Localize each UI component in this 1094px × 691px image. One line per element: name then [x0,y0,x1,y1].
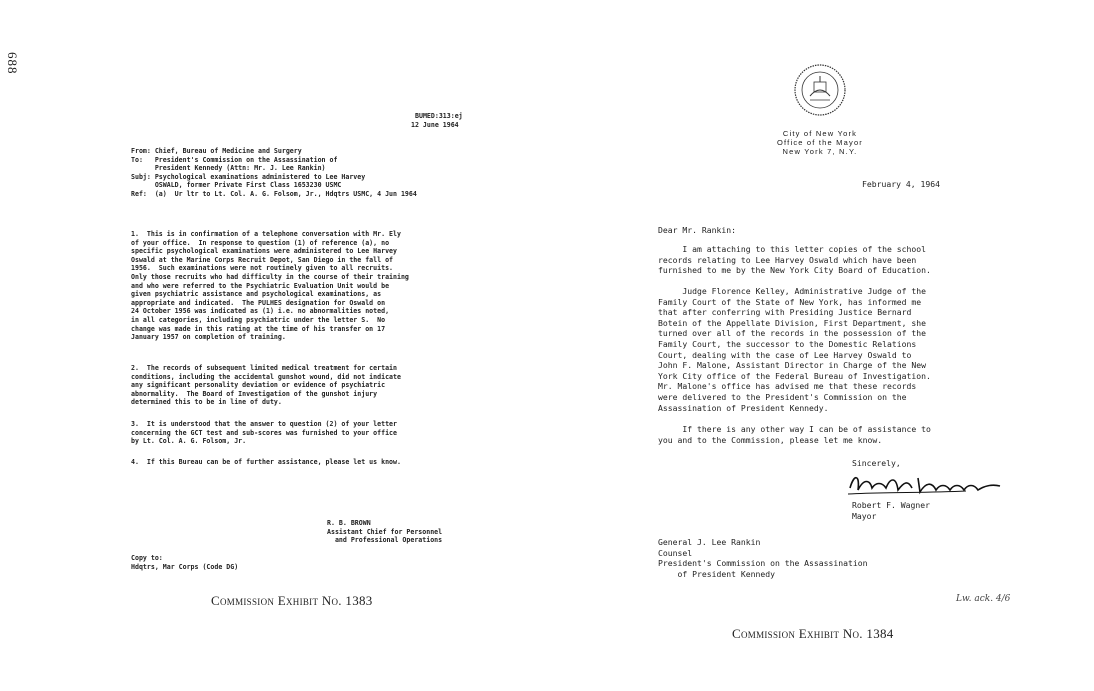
text-line: conditions, including the accidental gunshot wound, did not indicate [131,372,401,381]
letterhead-line: Office of the Mayor [776,138,864,148]
text-line: Oswald at the Marine Corps Recruit Depot, San Diego in the fall of [131,255,394,264]
text-line: were delivered to the President's Commission on the [658,391,907,402]
text-line: change was made in this rating at the time of his transfer on 17 [131,324,386,333]
closing: Sincerely, [852,458,901,468]
text-line: York City office of the Federal Bureau of Investigation. [658,370,931,381]
text-line: Family Court, the successor to the Domestic Relations [658,338,917,349]
city-seal-icon [792,62,848,118]
right-paragraph-2 [658,286,931,413]
text-line: concerning the GCT test and sub-scores was furnished to your office [131,428,397,437]
left-paragraph-2 [131,364,401,407]
text-line: turned over all of the records in the possession of the [658,328,927,339]
header-line: From: Chief, Bureau of Medicine and Surgery [131,147,302,155]
text-line: specific psychological examinations were administered to Lee Harvey [131,247,397,256]
left-paragraph-1 [131,230,409,342]
header-line: To: President's Commission on the Assassination of [131,155,338,164]
caption-exhibit-1384: Commission Exhibit No. 1384 [732,626,894,641]
text-line: If there is any other way I can be of assistance to [658,424,931,434]
text-line: any significant personality deviation or evidence of psychiatric [131,381,386,390]
copy-to-label: Copy to: [131,554,163,562]
text-line: 2. The records of subsequent limited medical treatment for certain [131,364,397,372]
text-line: furnished to me by the New York City Board of Education. [658,265,931,276]
addressee-line: Counsel [658,547,693,558]
left-paragraph-3 [131,420,397,446]
right-date: February 4, 1964 [862,179,940,189]
text-line: 3. It is understood that the answer to question (2) of your letter [131,420,397,428]
handwritten-note: Lw. ack. 4/6 [956,594,1011,604]
left-paragraph-4 [131,458,401,467]
handwritten-signature [846,468,1006,500]
text-line: Botein of the Appellate Division, First Department, she [658,317,927,328]
text-line: 4. If this Bureau can be of further assistance, please let us know. [131,458,401,466]
text-line: January 1957 on completion of training. [131,333,286,342]
signer-name: Robert F. Wagner [852,500,930,510]
signer-title: and Professional Operations [327,536,443,545]
text-line: by Lt. Col. A. G. Folsom, Jr. [131,437,247,446]
copy-to [131,554,238,571]
text-line: 24 October 1956 was indicated as (1) i.e. no abnormalities noted, [131,307,390,316]
left-date: 12 June 1964 [411,121,459,129]
ref-code: BUMED:313:ej [415,112,463,120]
text-line: Assassination of President Kennedy. [658,402,829,413]
header-line: Ref: (a) Ur ltr to Lt. Col. A. G. Folsom, Jr., Hdqtrs USMC, 4 Jun 1964 [131,189,417,198]
text-line: abnormality. The Board of Investigation of the gunshot injury [131,389,378,398]
text-line: given psychiatric assistance and psychological examinations, as [131,290,382,299]
header-line: President Kennedy (Attn: Mr. J. Lee Rankin) [131,164,326,173]
text-line: Court, dealing with the case of Lee Harvey Oswald to [658,349,912,360]
text-line: determined this to be in line of duty. [131,398,282,407]
salutation: Dear Mr. Rankin: [658,225,736,235]
text-line: John F. Malone, Assistant Director in Charge of the New [658,360,927,371]
text-line: Judge Florence Kelley, Administrative Judge of the [658,286,927,296]
addressee-block [658,537,868,579]
text-line: Mr. Malone's office has advised me that these records [658,381,917,392]
text-line: Family Court of the State of New York, has informed me [658,296,922,307]
right-paragraph-3 [658,424,931,445]
addressee-line: General J. Lee Rankin [658,537,761,547]
letterhead-line: New York 7, N.Y. [782,147,858,157]
letterhead [740,129,900,157]
text-line: and who were referred to the Psychiatric Evaluation Unit would be [131,281,390,290]
signer-name: R. B. BROWN [327,519,371,527]
text-line: in all categories, including psychiatric under the letter S. No [131,315,386,324]
caption-exhibit-1383: Commission Exhibit No. 1383 [211,593,373,608]
header-line: OSWALD, former Private First Class 1653230 USMC [131,181,342,190]
text-line: records relating to Lee Harvey Oswald which have been [658,254,917,265]
left-signature-block [327,519,442,545]
addressee-line: of President Kennedy [658,568,775,579]
text-line: that after conferring with Presiding Justice Bernard [658,307,912,318]
text-line: you and to the Commission, please let me know. [658,434,883,445]
page-number: 688 [5,52,20,75]
letterhead-line: City of New York [782,129,858,138]
addressee-line: President's Commission on the Assassination [658,558,868,569]
left-header [131,147,417,199]
text-line: I am attaching to this letter copies of the school [658,244,927,254]
copy-to-recipient: Hdqtrs, Mar Corps (Code DG) [131,562,239,571]
header-line: Subj: Psychological examinations administered to Lee Harvey [131,172,366,181]
text-line: Only those recruits who had difficulty in the course of their training [131,272,409,281]
text-line: appropriate and indicated. The PULHES designation for Oswald on [131,298,386,307]
signer-block [852,500,930,521]
text-line: 1. This is in confirmation of a telephone conversation with Mr. Ely [131,230,401,238]
signer-title: Mayor [852,510,877,521]
signer-title: Assistant Chief for Personnel [327,527,443,536]
right-paragraph-1 [658,244,931,276]
text-line: 1956. Such examinations were not routinely given to all recruits. [131,264,394,273]
text-line: of your office. In response to question (1) of reference (a), no [131,238,390,247]
